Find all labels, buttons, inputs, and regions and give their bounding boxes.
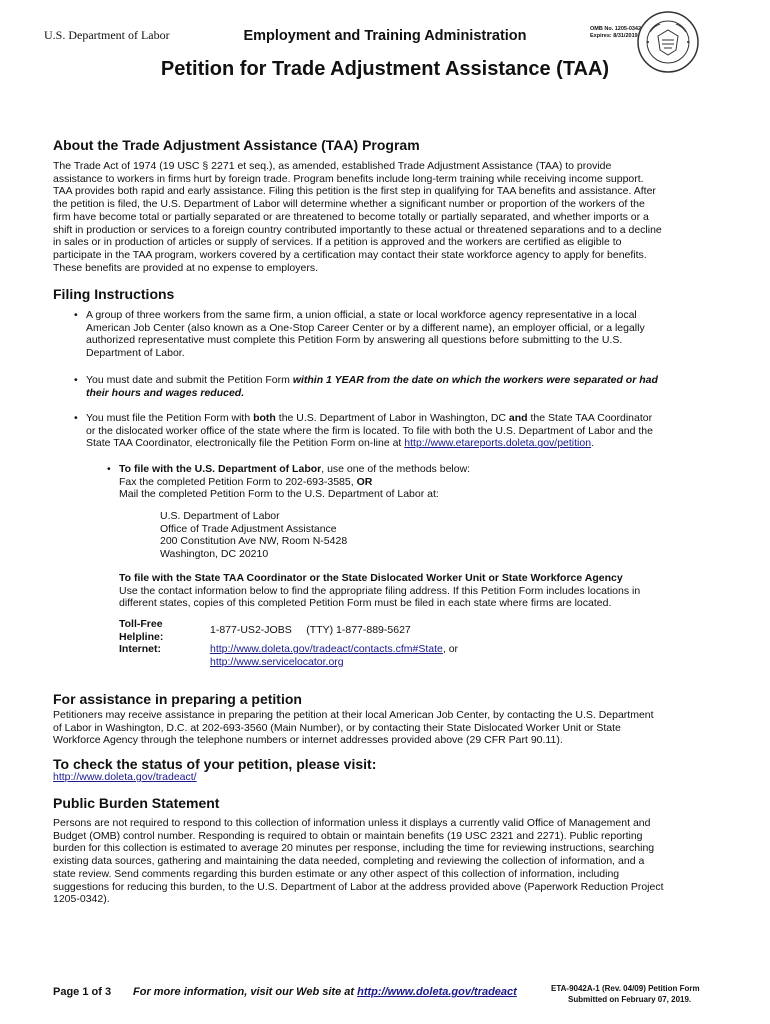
about-line: the petition is filed, the U.S. Department of Labor will determine whether a significant number or proportion of the workers of the [53, 198, 645, 211]
page-number: Page 1 of 3 [53, 986, 112, 998]
burden-line: existing data sources, gathering and maintaining the data needed, completing and reviewing the collection of information, and a [53, 855, 645, 868]
bold-word: and [508, 412, 528, 424]
omb-number: OMB No. 1205-0342 [590, 26, 642, 32]
bullet-text: the U.S. Department of Labor in Washington, DC [275, 412, 509, 424]
bold-word: both [253, 412, 276, 424]
bullet-text: , use one of the methods below: [321, 463, 471, 475]
deadline-text: their hours and wages reduced. [86, 386, 245, 399]
about-line: The Trade Act of 1974 (19 USC § 2271 et seq.), as amended, established Trade Adjustment Assistance (TAA) to provide [53, 160, 612, 172]
about-line: participate in the TAA program, workers covered by a certification may contact their state workforce agency to apply for benefits. [53, 248, 647, 261]
filing-heading: Filing Instructions [53, 286, 175, 302]
about-line: in sales or in production of articles or supply of services. If a petition is approved and the workers are certified as eligible to [53, 236, 622, 249]
etareports-petition-link[interactable]: http://www.etareports.doleta.gov/petition [404, 437, 592, 450]
bullet-text: You must date and submit the Petition Form [86, 374, 293, 386]
contact-links [210, 643, 458, 668]
about-line: shift in production or services to a foreign country contributed importantly to these actual or threatened separations and to a decline [53, 223, 662, 236]
burden-heading: Public Burden Statement [53, 795, 220, 811]
bullet-line: • A group of three workers from the same firm, a union official, a state or local workforce agency representative in a local [86, 309, 637, 321]
bullet-text: State TAA Coordinator, electronically file the Petition Form on-line at [86, 437, 405, 450]
address-line: U.S. Department of Labor [160, 510, 280, 522]
state-filing [119, 572, 739, 610]
about-line: assistance to workers in firms hurt by foreign trade. Program benefits include long-term training while receiving income support. [53, 172, 644, 185]
assistance-line: Workforce Agency through the telephone numbers or internet addresses provided above (29 CFR Part 90.11). [53, 734, 563, 747]
about-paragraph [53, 160, 733, 274]
burden-line: 1205-0342). [53, 893, 110, 906]
filing-bullet-2 [86, 374, 726, 399]
or-text: OR [356, 475, 373, 488]
footer-more-info [133, 986, 517, 998]
agency-name: Employment and Training Administration [243, 28, 527, 44]
about-line: firm have become total or partially separated or are threatened to become totally or partially separated, and whether imports or a [53, 210, 649, 223]
assistance-line: Petitioners may receive assistance in preparing the petition at their local American Job Center, by contacting the U.S. Department [53, 709, 654, 721]
contact-labels [119, 618, 163, 656]
address-line: Office of Trade Adjustment Assistance [160, 522, 337, 535]
address-line: Washington, DC 20210 [160, 548, 269, 561]
bullet-line: American Job Center (also known as a One-Stop Career Center or by a different name), an employer official, or a legally [86, 321, 645, 334]
about-line: TAA provides both rapid and early assistance. Filing this petition is the first step in qualifying for TAA benefits and assistance. After [53, 185, 656, 198]
state-filing-line: different states, copies of this completed Petition Form must be filed in each state where firms are located. [119, 597, 612, 610]
omb-info [590, 26, 641, 40]
about-heading: About the Trade Adjustment Assistance (TAA) Program [53, 137, 420, 153]
dol-address [160, 510, 347, 561]
burden-line: state review. Send comments regarding this burden estimate or any other aspect of this collection of information, including [53, 867, 620, 880]
assistance-heading: For assistance in preparing a petition [53, 691, 302, 707]
footer-tradeact-link[interactable]: http://www.doleta.gov/tradeact [357, 986, 517, 998]
filing-bullet-1 [86, 309, 726, 360]
assistance-line: of Labor in Washington, D.C. at 202-693-3560 (Main Number), or by contacting their State Dislocated Worker Unit or State [53, 721, 621, 734]
fax-text: Fax the completed Petition Form to 202-693-3585, [119, 475, 357, 488]
fax-line [119, 476, 719, 489]
dol-filing-heading: To file with the U.S. Department of Labor [119, 463, 322, 475]
department-name: U.S. Department of Labor [44, 28, 170, 42]
helpline-phone: 1-877-US2-JOBS (TTY) 1-877-889-5627 [210, 624, 411, 636]
contacts-link-line [210, 643, 458, 656]
burden-line: burden for this collection is estimated to average 20 minutes per response, including the time for reviewing instructions, searching [53, 842, 655, 855]
bullet-line [86, 412, 726, 425]
link-suffix: , or [442, 643, 459, 655]
status-heading: To check the status of your petition, please visit: [53, 756, 377, 772]
dol-filing-bullet [119, 463, 719, 501]
state-filing-heading: To file with the State TAA Coordinator or the State Dislocated Worker Unit or State Workforce Agency [119, 572, 623, 584]
bullet-line: authorized representative must complete this Petition Form by answering all questions before submitting to the U.S. [86, 334, 623, 347]
servicelocator-link[interactable]: http://www.servicelocator.org [210, 655, 344, 668]
internet-label: Internet: [119, 643, 161, 656]
mail-line: Mail the completed Petition Form to the U.S. Department of Labor at: [119, 488, 439, 501]
bullet-line: or the dislocated worker office of the state where the firm is located. To file with both the U.S. Department of Labor and the [86, 424, 653, 437]
form-identifier [551, 983, 700, 1005]
page-title: Petition for Trade Adjustment Assistance (TAA) [160, 58, 610, 80]
helpline-label: Helpline: [119, 630, 164, 643]
more-info-text: For more information, visit our Web site at [133, 986, 358, 998]
burden-line: Budget (OMB) control number. Responding is required to obtain or maintain benefits (19 USC 2321 and 2271). Public reporting [53, 829, 643, 842]
bullet-text: You must file the Petition Form with [86, 412, 254, 424]
omb-expires: Expires: 8/31/2019 [590, 33, 638, 39]
bullet-line: State TAA Coordinator, electronically file the Petition Form on-line at http://www.etareports.doleta.gov/petition. [86, 437, 594, 450]
bullet-line [86, 374, 726, 387]
tollfree-label: Toll-Free [119, 618, 163, 630]
filing-bullet-3 [86, 412, 726, 450]
about-line: These benefits are provided at no expense to employers. [53, 261, 318, 274]
tradeact-status-link[interactable]: http://www.doleta.gov/tradeact/ [53, 771, 197, 783]
assistance-paragraph [53, 709, 733, 747]
bullet-line: Department of Labor. [86, 347, 185, 360]
bullet-line [119, 463, 719, 476]
form-id: ETA-9042A-1 (Rev. 04/09) Petition Form [551, 984, 700, 993]
state-contacts-link[interactable]: http://www.doleta.gov/tradeact/contacts.cfm#State [210, 643, 443, 655]
bullet-text: the State TAA Coordinator [527, 412, 653, 424]
submitted-date: Submitted on February 07, 2019. [568, 995, 692, 1004]
deadline-text: within 1 YEAR from the date on which the workers were separated or had [292, 374, 658, 386]
burden-paragraph [53, 817, 733, 906]
burden-line: suggestions for reducing this burden, to the U.S. Department of Labor at the address provided above (Paperwork Reduction Project [53, 880, 664, 893]
burden-line: Persons are not required to respond to this collection of information unless it displays a currently valid Office of Management and [53, 817, 651, 829]
address-line: 200 Constitution Ave NW, Room N-5428 [160, 535, 348, 548]
state-filing-line: Use the contact information below to find the appropriate filing address. If this Petition Form includes locations in [119, 584, 641, 597]
